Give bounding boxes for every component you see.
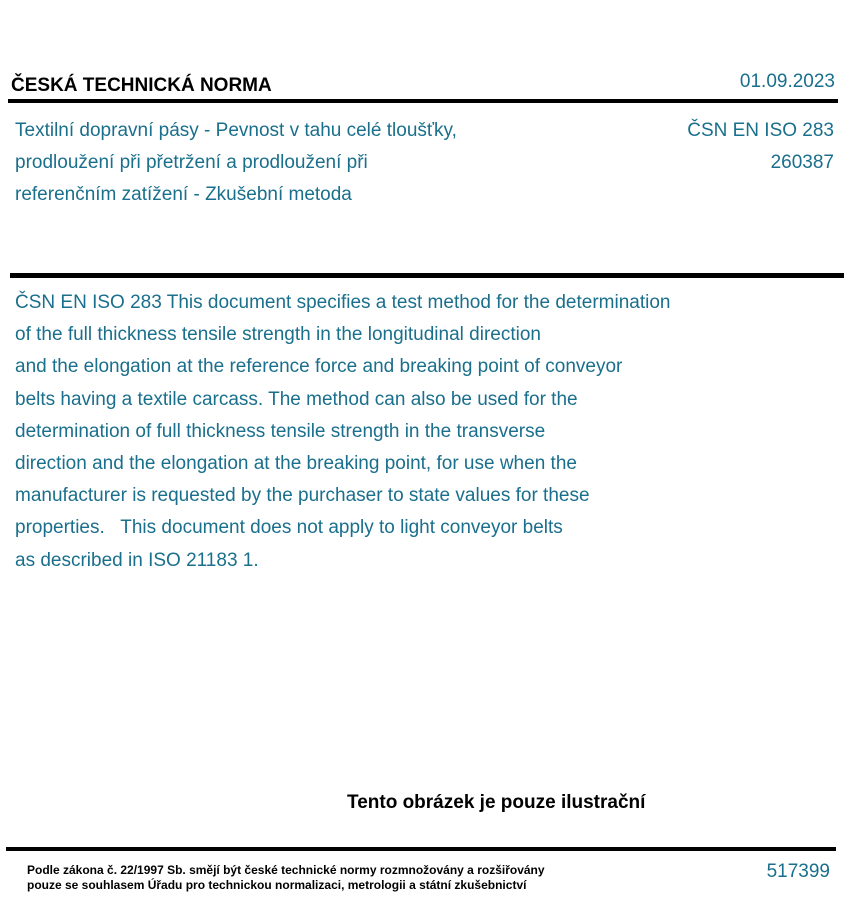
standard-identifiers xyxy=(687,115,834,179)
abstract-line: ČSN EN ISO 283 This document specifies a test method for the determination xyxy=(15,292,671,313)
abstract-text xyxy=(15,287,805,577)
abstract-line: properties. This document does not apply to light conveyor belts xyxy=(15,517,563,539)
abstract-line: of the full thickness tensile strength in the longitudinal direction xyxy=(15,324,541,346)
standard-title xyxy=(15,115,575,211)
publication-date: 01.09.2023 xyxy=(739,71,835,92)
abstract-line: and the elongation at the reference force and breaking point of conveyor xyxy=(15,356,623,378)
top-divider xyxy=(8,99,838,103)
standard-title-line: prodloužení při přetržení a prodloužení při xyxy=(15,152,368,173)
legal-notice-line: pouze se souhlasem Úřadu pro technickou normalizaci, metrologii a státní zkušebnictví xyxy=(27,878,527,892)
middle-divider xyxy=(10,273,844,278)
legal-notice-line: Podle zákona č. 22/1997 Sb. smějí být české technické normy rozmnožovány a rozšiřovány xyxy=(27,863,545,877)
abstract-line: direction and the elongation at the breaking point, for use when the xyxy=(15,453,577,475)
document-type-heading: ČESKÁ TECHNICKÁ NORMA xyxy=(11,75,272,96)
document-id: 517399 xyxy=(766,861,830,882)
standard-title-line: Textilní dopravní pásy - Pevnost v tahu celé tloušťky, xyxy=(15,120,457,141)
abstract-line: manufacturer is requested by the purchaser to state values for these xyxy=(15,485,590,507)
standard-title-line: referenčním zatížení - Zkušební metoda xyxy=(15,184,352,205)
classification-number: 260387 xyxy=(770,152,834,173)
abstract-line: belts having a textile carcass. The method can also be used for the xyxy=(15,388,578,410)
illustration-disclaimer: Tento obrázek je pouze ilustrační xyxy=(347,792,646,813)
standard-code: ČSN EN ISO 283 xyxy=(687,120,834,141)
abstract-line: as described in ISO 21183 1. xyxy=(15,549,259,571)
abstract-line: determination of full thickness tensile strength in the transverse xyxy=(15,420,546,442)
bottom-divider xyxy=(6,847,836,851)
legal-notice xyxy=(27,863,545,893)
